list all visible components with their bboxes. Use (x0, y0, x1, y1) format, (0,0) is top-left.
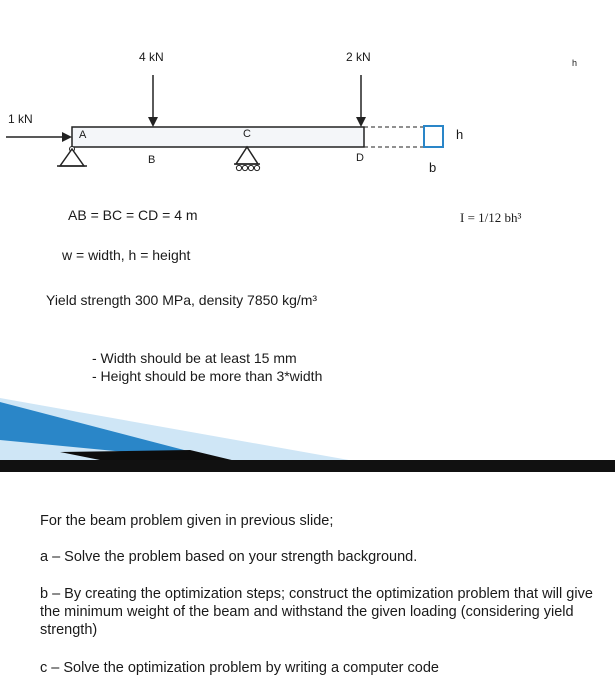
variable-definitions: w = width, h = height (62, 247, 191, 263)
width-constraint: - Width should be at least 15 mm (92, 350, 297, 366)
slide-divider (0, 460, 615, 472)
point-b-label: B (148, 154, 156, 166)
moment-of-inertia: I = 1/12 bh³ (460, 210, 522, 225)
questions-slide (0, 472, 615, 700)
cross-section (424, 126, 443, 147)
load-b-arrowhead (148, 117, 158, 127)
questions-intro: For the beam problem given in previous slide; (40, 513, 334, 529)
section-width-label: b (429, 160, 437, 175)
question-c: c – Solve the optimization problem by writing a computer code (40, 660, 439, 676)
point-c-label: C (243, 128, 251, 140)
segment-lengths: AB = BC = CD = 4 m (68, 207, 198, 223)
pin-support-a (57, 147, 87, 167)
point-a-label: A (79, 129, 87, 141)
axial-load-arrowhead (62, 132, 72, 142)
axial-load-label: 1 kN (8, 112, 33, 126)
material-properties: Yield strength 300 MPa, density 7850 kg/m³ (46, 292, 318, 308)
load-d-arrowhead (356, 117, 366, 127)
roller-support-c (234, 147, 260, 171)
beam (72, 127, 364, 147)
load-b-label: 4 kN (139, 50, 164, 64)
point-d-label: D (356, 152, 364, 164)
question-a: a – Solve the problem based on your strength background. (40, 549, 418, 565)
load-d-label: 2 kN (346, 50, 371, 64)
section-height-label: h (456, 127, 464, 142)
question-b: b – By creating the optimization steps; construct the optimization problem that will give the minimum weight of the beam and withstand the given loading (considering yield strength) (40, 586, 593, 638)
height-constraint: - Height should be more than 3*width (92, 368, 323, 384)
corner-label: h (572, 58, 578, 68)
